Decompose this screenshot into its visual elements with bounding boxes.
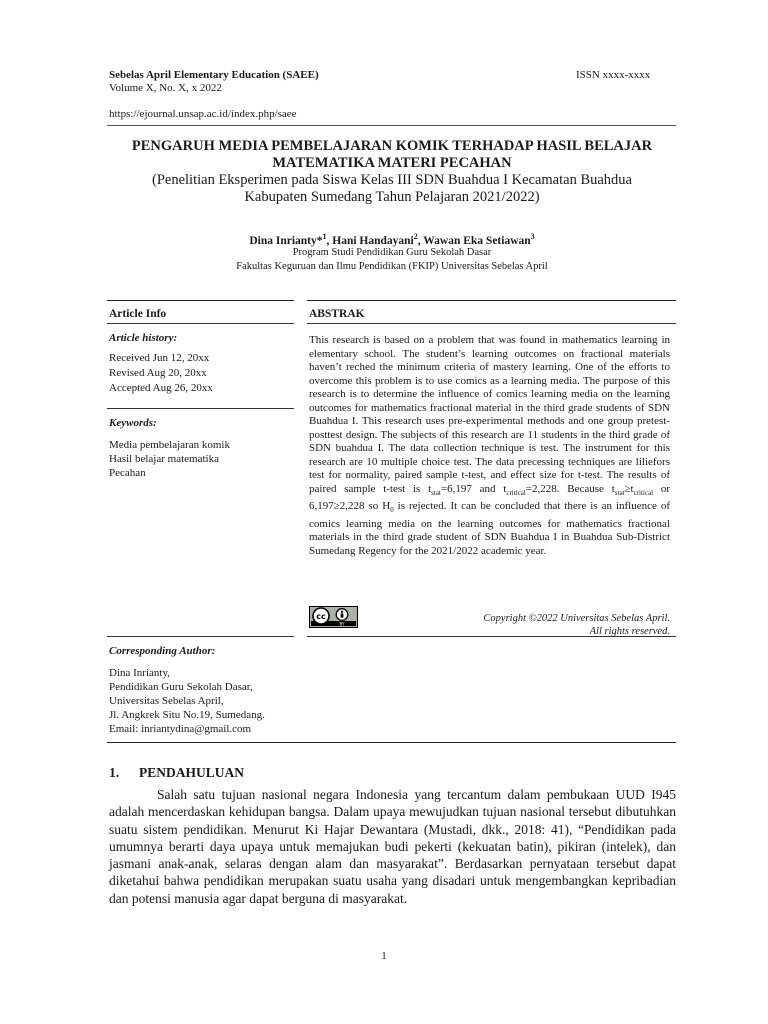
keyword-item: Hasil belajar matematika <box>109 453 219 465</box>
corresponding-email[interactable]: Email: inriantydina@gmail.com <box>109 723 252 735</box>
creative-commons-license-icon[interactable] <box>309 606 358 628</box>
paper-subtitle-line2: Kabupaten Sumedang Tahun Pelajaran 2021/2022) <box>244 189 540 205</box>
keyword-item: Media pembelajaran komik <box>109 439 230 451</box>
author-2: Hani Handayani <box>332 234 414 247</box>
author-list: Dina Inrianty*$^1$, Hani Handayani$^2$, Wawan Eka Setiawan$^3$ <box>249 232 535 247</box>
abstract-heading: ABSTRAK <box>309 308 365 320</box>
history-divider <box>107 408 294 409</box>
journal-name: Sebelas April Elementary Education (SAEE) <box>109 69 319 81</box>
abstract-body: This research is based on a problem that was found in mathematics learning in elementary school. The student’s learning outcomes on fractional materials haven’t reched the minimum criteria of mastery learning. One of the efforts to overcome this problem is to use comics as a learning media. The purpose of this research is to determine the influence of comics learning media on the learning outcomes for mathematics fractional material in the third grade students of SDN Buahdua I. This research uses pre-experimental methods and one group pretest-posttest design. The subjects of this research are 11 students in the third grade of SDN buahdua I. The data collection technique is test. The instrument for this research are 10 multiple choice test. The data precessing techniques are liliefors test for normality, paired sample t-test, and effect size for t-test. The results of paired sample t-test is $t_{stat}=6,197$ and $t_{critical}=2,228$. Because $t_{stat}\ge t_{critical}$ or 6,197≥2,228 so $H_0$ is rejected. It can be concluded that there is an influence of comics learning media on the learning outcomes for mathematics fractional materials in the third grade student of SDN Buahdua I in Buahdua Sub-District Sumedang Regency for the 2021/2022 academic year. <box>309 334 671 557</box>
affiliation-faculty: Fakultas Keguruan dan Ilmu Pendidikan (FKIP) Universitas Sebelas April <box>236 261 548 272</box>
accepted-date: Accepted Aug 26, 20xx <box>109 382 213 394</box>
copyright-line2: All rights reserved. <box>589 626 670 637</box>
svg-text:cc: cc <box>316 612 326 621</box>
section-heading <box>109 765 244 781</box>
author-1: Dina Inrianty* <box>249 234 323 247</box>
paper-title-line2: MATEMATIKA MATERI PECAHAN <box>272 155 512 171</box>
page-number: 1 <box>381 950 387 962</box>
affiliation-program: Program Studi Pendidikan Guru Sekolah Dasar <box>292 247 492 258</box>
section-number: 1. <box>109 765 120 780</box>
corresponding-top-rule <box>107 636 294 637</box>
article-history-heading: Article history: <box>109 332 178 344</box>
article-info-top-rule <box>107 300 294 301</box>
copyright-notice <box>420 612 670 638</box>
abstract-bottom-rule <box>307 636 676 637</box>
corresponding-heading: Corresponding Author: <box>109 645 216 657</box>
received-date: Received Jun 12, 20xx <box>109 352 210 364</box>
author-1-sup: 1 <box>322 232 327 241</box>
article-info-heading: Article Info <box>109 308 167 320</box>
svg-text:BY: BY <box>339 621 345 627</box>
section-title: PENDAHULUAN <box>139 765 245 780</box>
abstract-top-rule <box>307 300 676 301</box>
keywords-heading: Keywords: <box>109 417 157 429</box>
paper-subtitle-line1: (Penelitian Eksperimen pada Siswa Kelas III SDN Buahdua I Kecamatan Buahdua <box>152 172 632 188</box>
author-2-sup: 2 <box>413 232 418 241</box>
corresponding-line: Jl. Angkrek Situ No.19, Sumedang. <box>109 709 265 721</box>
paper-title-line1: PENGARUH MEDIA PEMBELAJARAN KOMIK TERHADAP HASIL BELAJAR <box>131 138 653 154</box>
article-info-header-rule <box>107 323 294 324</box>
header-divider <box>107 125 676 126</box>
corresponding-line: Universitas Sebelas April, <box>109 695 224 707</box>
corresponding-line: Pendidikan Guru Sekolah Dasar, <box>109 681 253 693</box>
author-3-sup: 3 <box>530 232 535 241</box>
corresponding-line: Dina Inrianty, <box>109 667 170 679</box>
copyright-line1: Copyright ©2022 Universitas Sebelas April. <box>483 613 670 624</box>
volume-info: Volume X, No. X, x 2022 <box>109 82 222 94</box>
front-matter-bottom-rule <box>107 742 676 743</box>
keyword-item: Pecahan <box>109 467 146 479</box>
introduction-paragraph: Salah satu tujuan nasional negara Indonesia yang tercantum dalam pembukaan UUD I945 adalah mencerdaskan kehidupan bangsa. Dalam upaya mewujudkan tujuan nasional tersebut dibutuhkan suatu sistem pendidikan. Menurut Ki Hajar Dewantara (Mustadi, dkk., 2018: 41), “Pendidikan pada umumnya berarti daya upaya untuk memajukan budi pekerti (kekuatan batin), pikiran (intelek), dan jasmani anak-anak, selaras dengan alam dan masyarakat”. Berdasarkan pernyataan tersebut dapat diketahui bahwa pendidikan merupakan suatu usaha yang disadari untuk mengembangkan kepribadian dan potensi manusia agar dapat berguna di masyarakat. <box>109 787 676 906</box>
issn: ISSN xxxx-xxxx <box>576 69 651 81</box>
abstract-header-rule <box>307 323 676 324</box>
revised-date: Revised Aug 20, 20xx <box>109 367 207 379</box>
author-3: Wawan Eka Setiawan <box>423 234 531 247</box>
journal-url[interactable]: https://ejournal.unsap.ac.id/index.php/saee <box>109 108 297 120</box>
